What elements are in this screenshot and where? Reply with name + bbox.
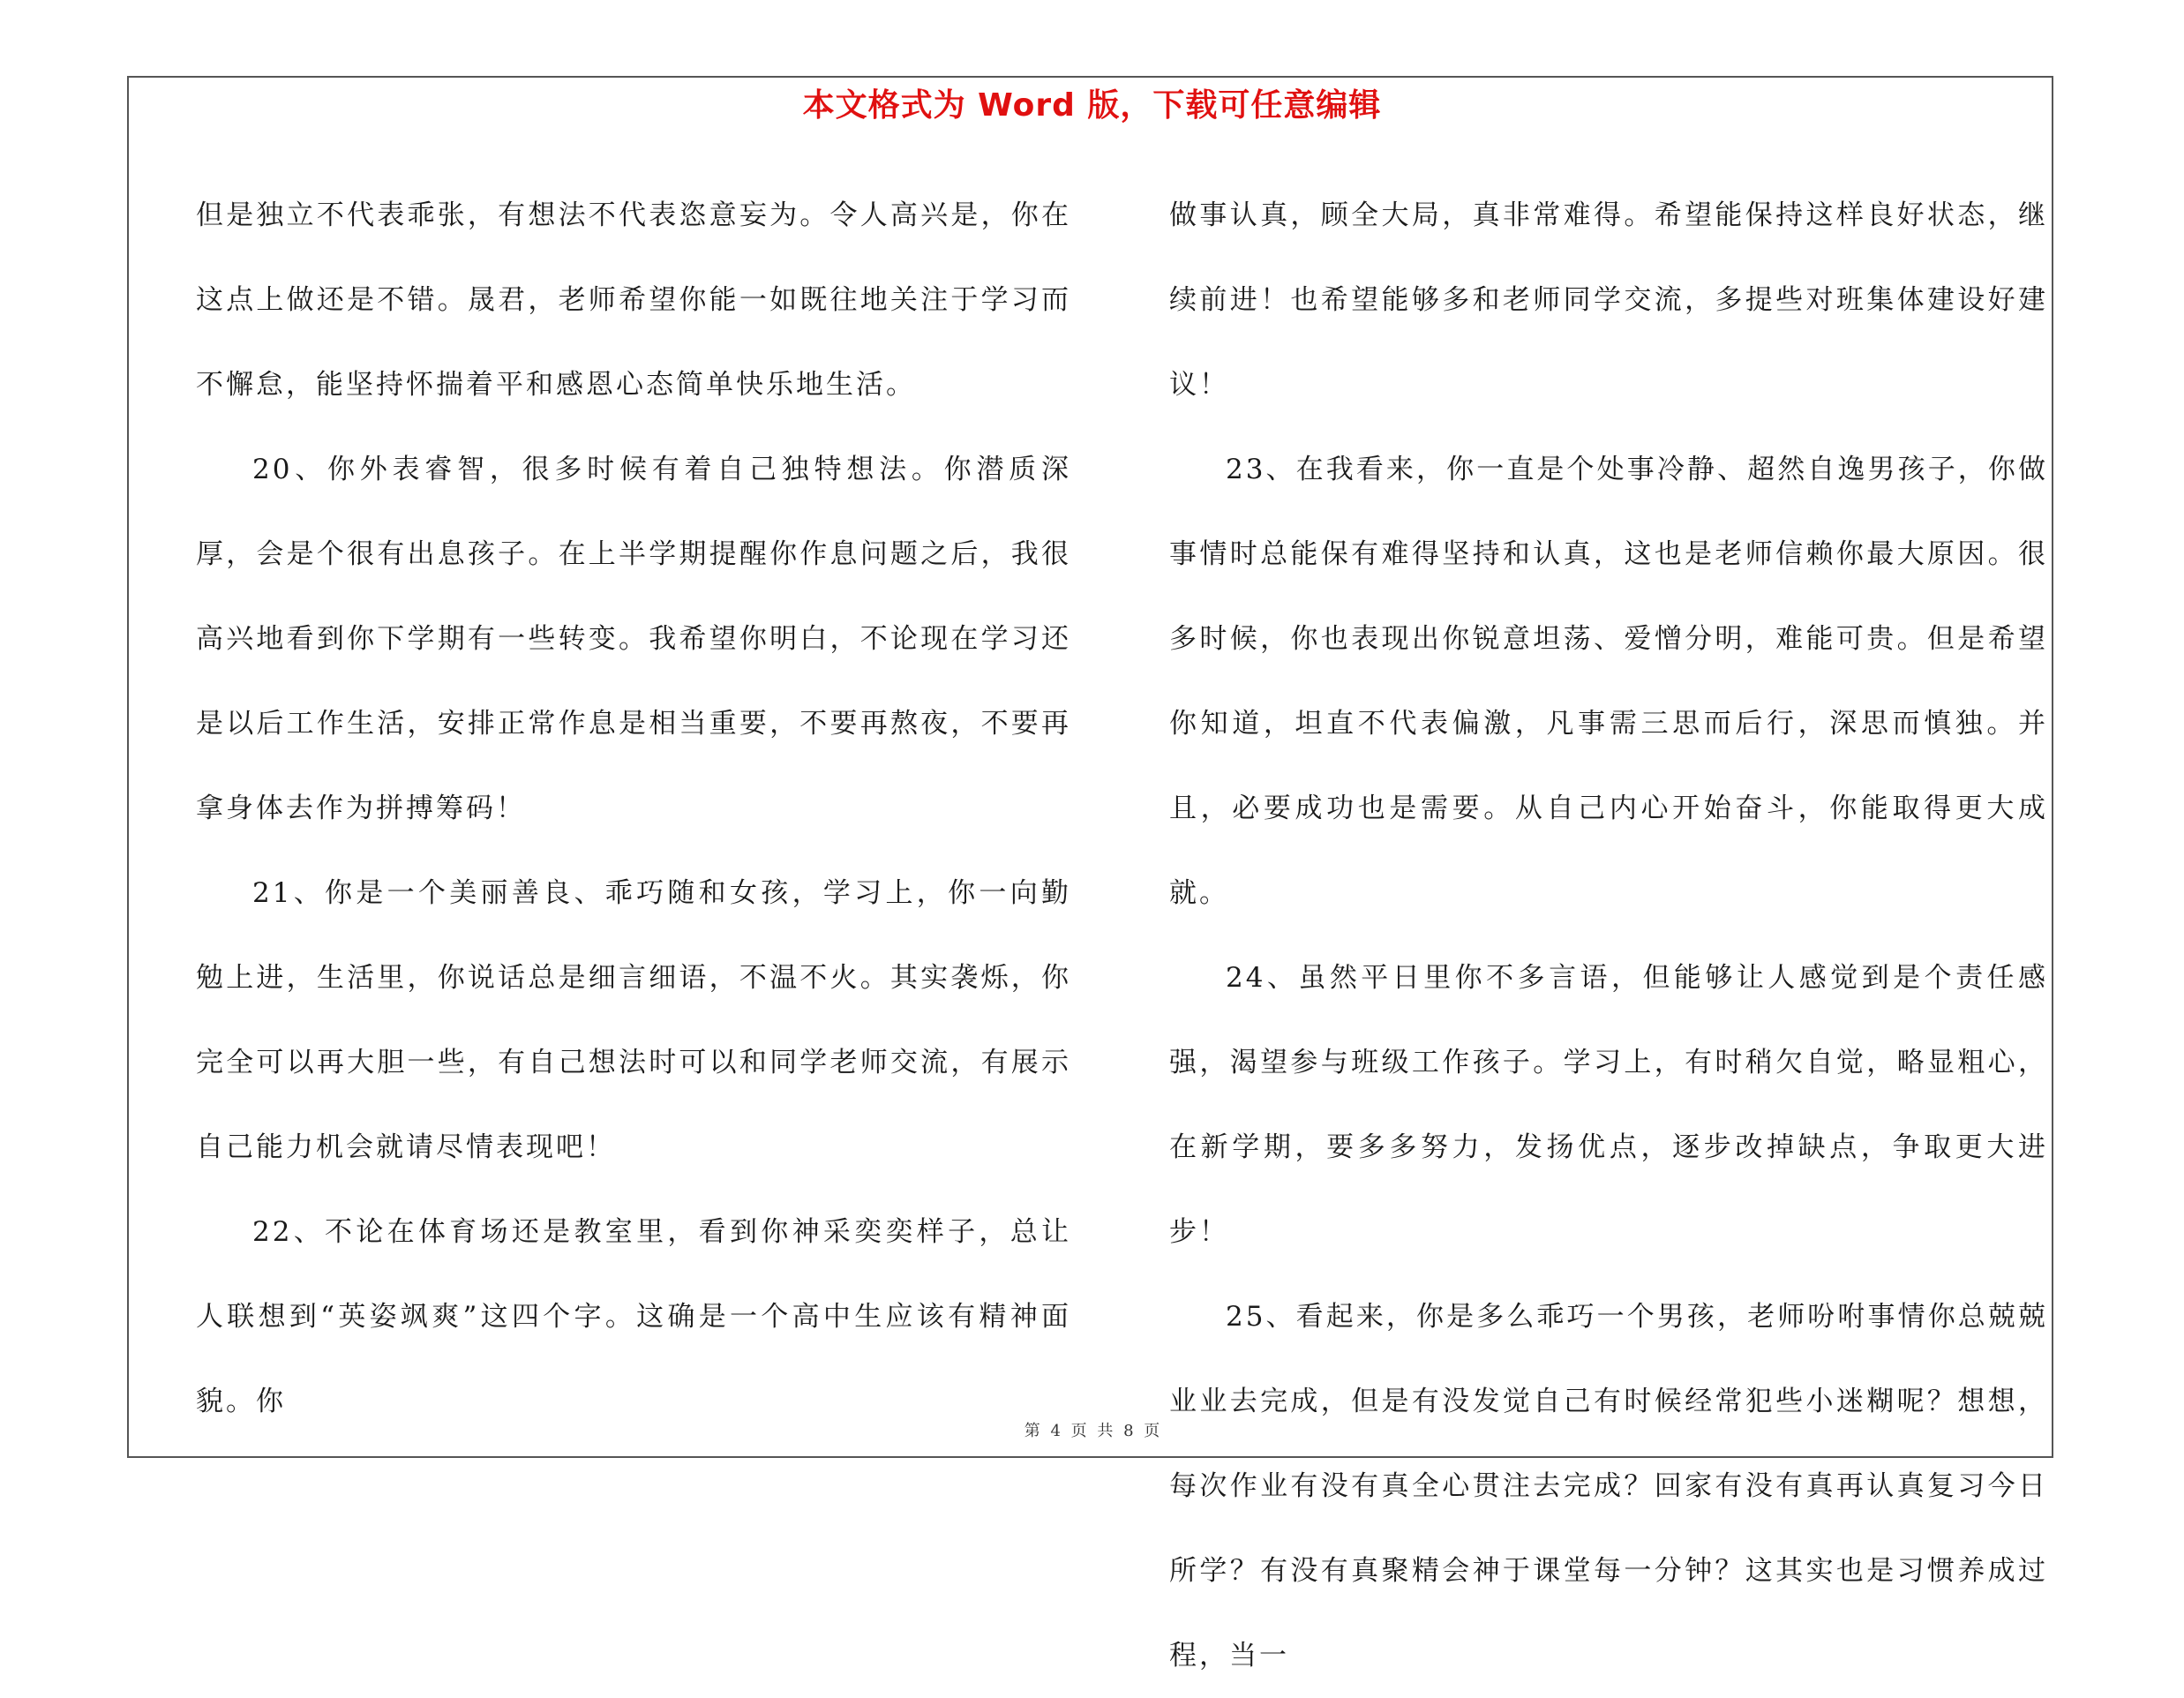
paragraph-21: 21、你是一个美丽善良、乖巧随和女孩，学习上，你一向勤勉上进，生活里，你说话总是细言细语，不温不火。其实袭烁，你完全可以再大胆一些，有自己想法时可以和同学老师交流，有展示自己能力机会就请尽情表现吧！ (196, 877, 1071, 1163)
page-number: 第 4 页 共 8 页 (1024, 1422, 1160, 1440)
paragraph-25: 25、看起来，你是多么乖巧一个男孩，老师吩咐事情你总兢兢业业去完成，但是有没发觉自己有时候经常犯些小迷糊呢？想想，每次作业有没有真全心贯注去完成？回家有没有真再认真复习今日所学？有没有真聚精会神于课堂每一分钟？这其实也是习惯养成过程，当一 (1169, 1301, 2048, 1672)
paragraph-continued: 但是独立不代表乖张，有想法不代表恣意妄为。令人高兴是，你在这点上做还是不错。晟君，老师希望你能一如既往地关注于学习而不懈怠，能坚持怀揣着平和感恩心态简单快乐地生活。 (196, 199, 1071, 401)
header-banner: 本文格式为 Word 版，下载可任意编辑 (802, 87, 1382, 124)
right-column (1169, 173, 2048, 1698)
left-column (196, 173, 1071, 1444)
paragraph-continued: 做事认真，顾全大局，真非常难得。希望能保持这样良好状态，继续前进！也希望能够多和老师同学交流，多提些对班集体建设好建议！ (1169, 199, 2048, 401)
paragraph-22: 22、不论在体育场还是教室里，看到你神采奕奕样子，总让人联想到“英姿飒爽”这四个字。这确是一个高中生应该有精神面貌。你 (196, 1216, 1071, 1417)
paragraph-20: 20、你外表睿智，很多时候有着自己独特想法。你潜质深厚，会是个很有出息孩子。在上半学期提醒你作息问题之后，我很高兴地看到你下学期有一些转变。我希望你明白，不论现在学习还是以后工作生活，安排正常作息是相当重要，不要再熬夜，不要再拿身体去作为拼搏筹码！ (196, 454, 1071, 824)
paragraph-24: 24、虽然平日里你不多言语，但能够让人感觉到是个责任感强，渴望参与班级工作孩子。学习上，有时稍欠自觉，略显粗心，在新学期，要多多努力，发扬优点，逐步改掉缺点，争取更大进步！ (1169, 962, 2048, 1248)
paragraph-23: 23、在我看来，你一直是个处事冷静、超然自逸男孩子，你做事情时总能保有难得坚持和认真，这也是老师信赖你最大原因。很多时候，你也表现出你锐意坦荡、爱憎分明，难能可贵。但是希望你知道，坦直不代表偏激，凡事需三思而后行，深思而慎独。并且，必要成功也是需要。从自己内心开始奋斗，你能取得更大成就。 (1169, 454, 2048, 909)
